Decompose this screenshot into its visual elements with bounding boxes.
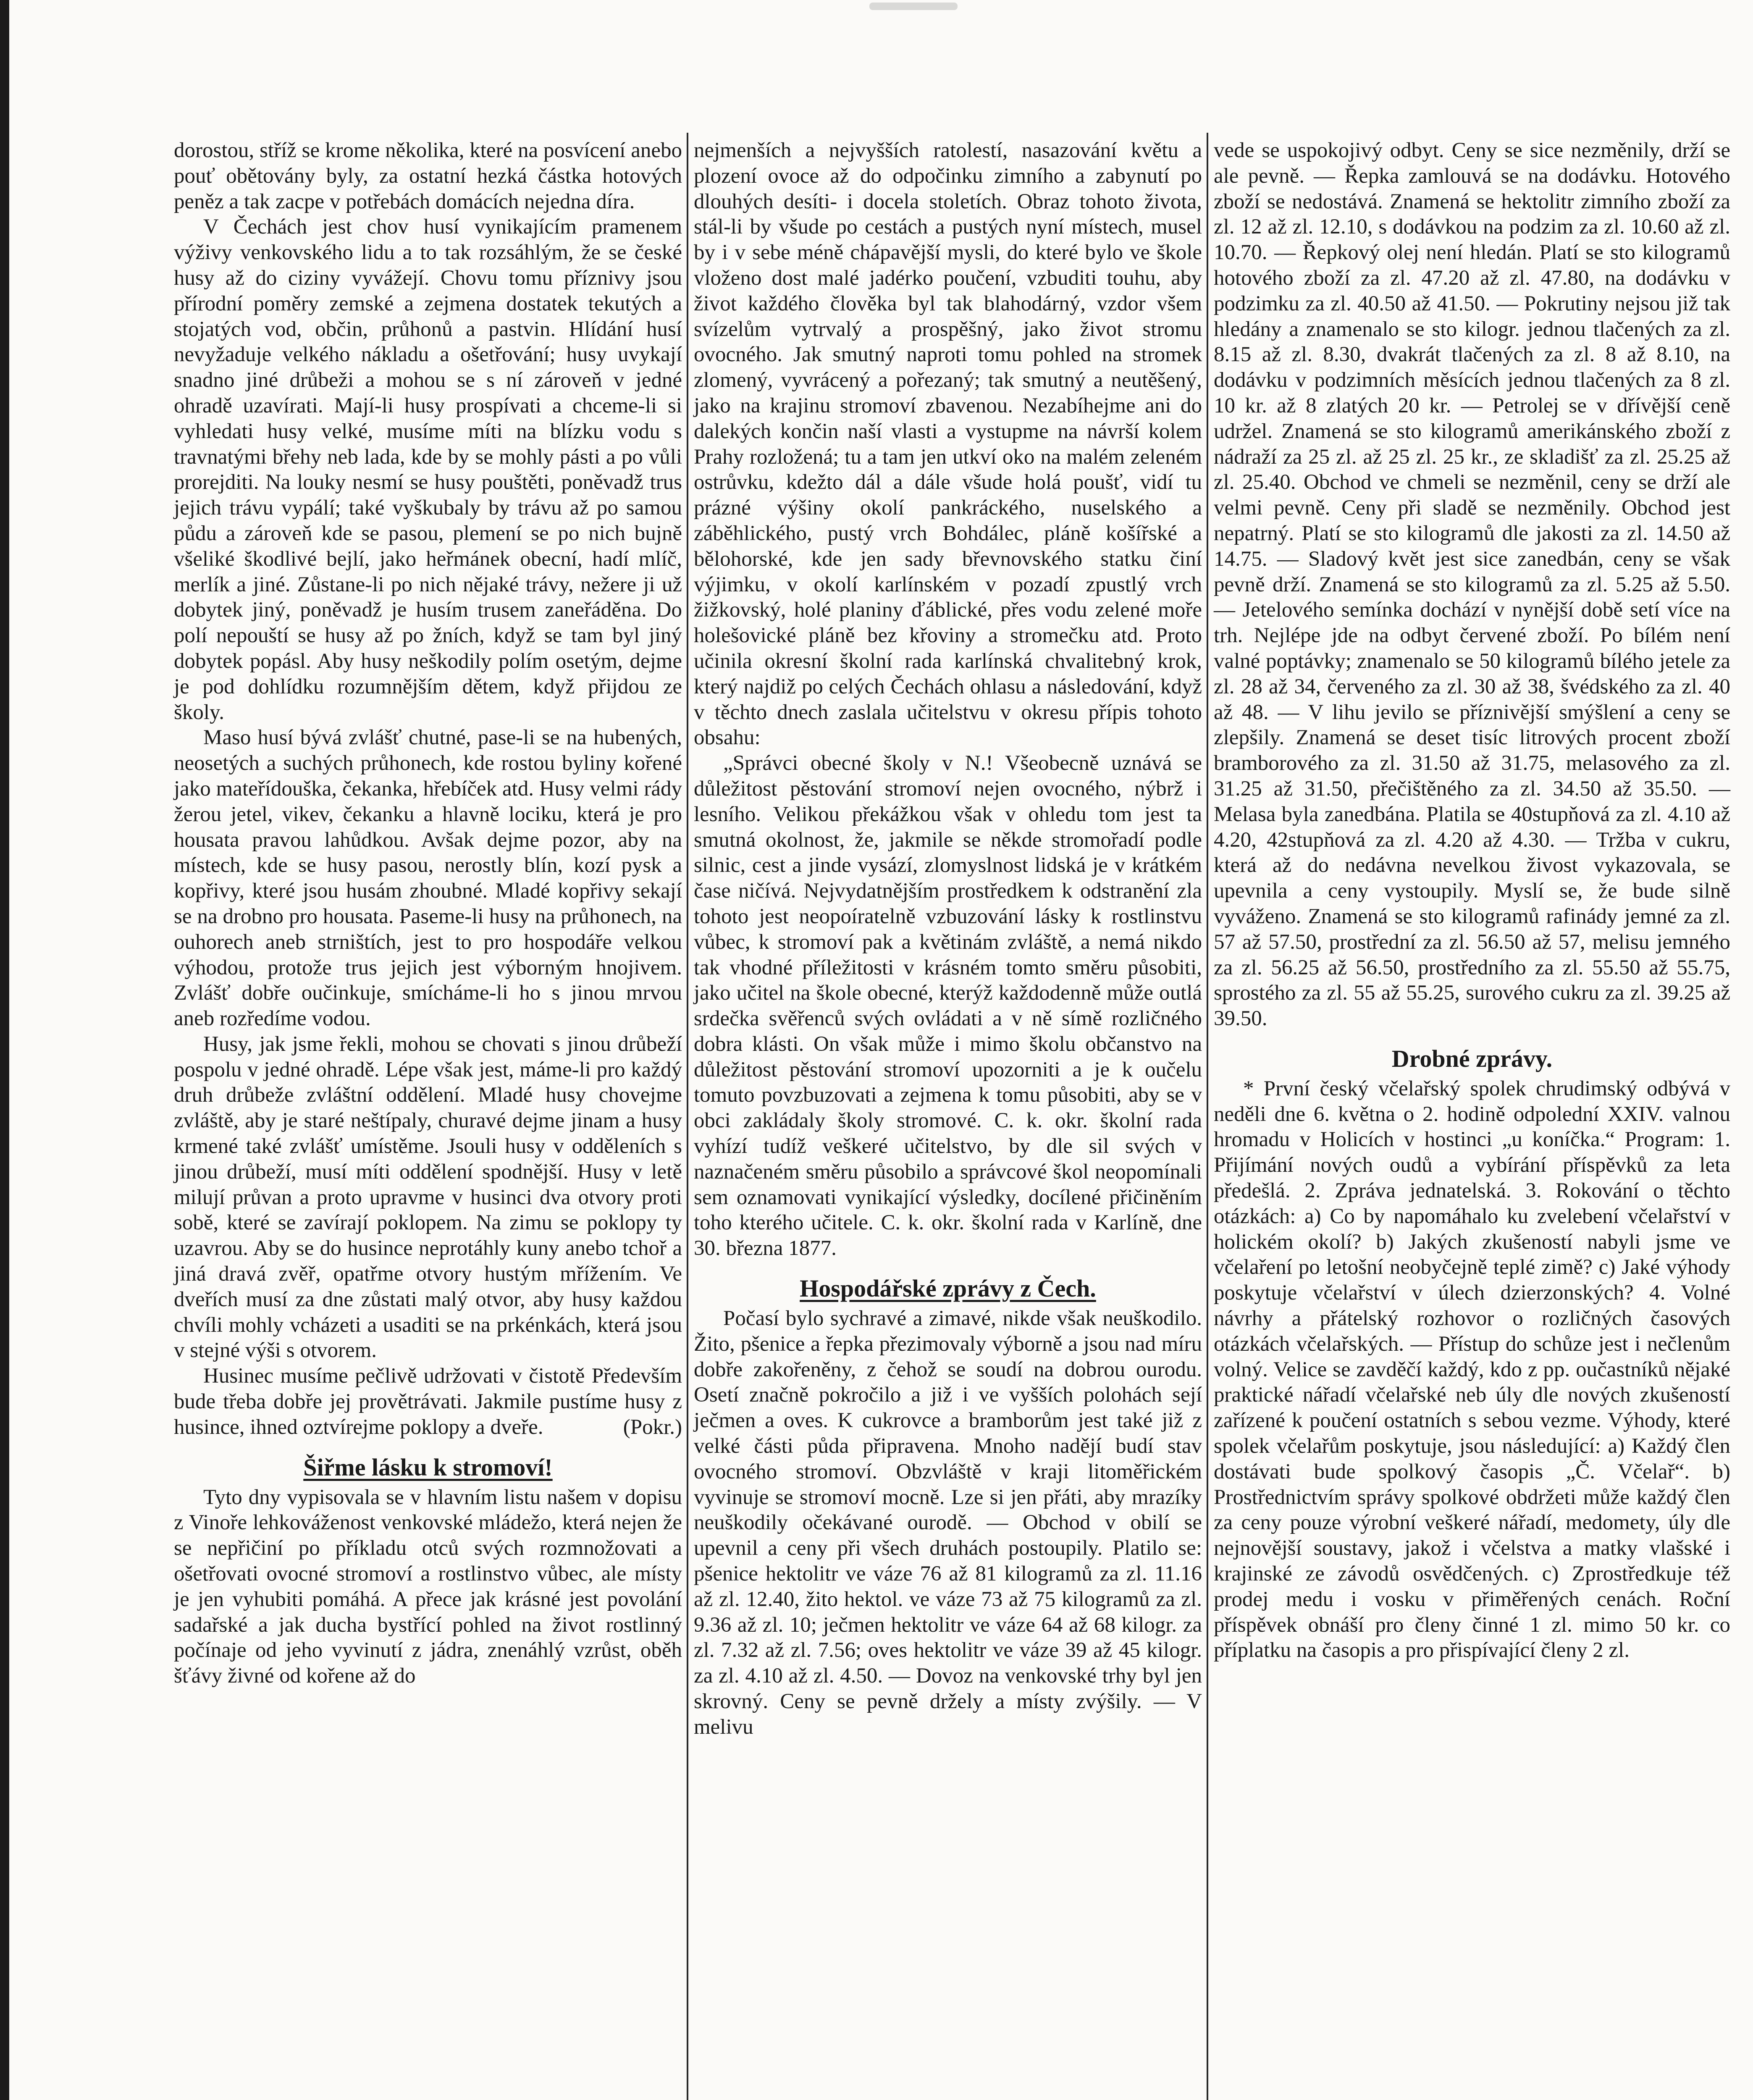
heading-economic-news: Hospodářské zprávy z Čech. — [800, 1275, 1096, 1302]
col1-paragraph-5-text: Husinec musíme pečlivě udržovati v čistotě Především bude třeba dobře jej provětrávati. Jakmile pustíme husy z husince, ihned oztvírejme poklopy a dveře. — [174, 1364, 682, 1439]
col3-paragraph-1: vede se uspokojivý odbyt. Ceny se sice nezměnily, drží se ale pevně. — Řepka zamlouvá se na dodávku. Hotového zboží se nedostává. Znamená se hektolitr zimního zboží za zl. 12 až zl. 12.10, s dodávkou na podzim za zl. 10.60 až zl. 10.70. — Řepkový olej není hledán. Platí se sto kilogramů hotového zboží za zl. 47.20 až zl. 47.80, na dodávku v podzimku za zl. 40.50 až 41.50. — Pokrutiny nejsou již tak hledány a znamenalo se sto kilogr. jednou tlačených za zl. 8.15 až zl. 8.30, dvakrát tlačených za zl. 8 až 8.10, na dodávku v podzimních měsících jednou tlačených za 8 zl. 10 kr. až 8 zlatých 20 kr. — Petrolej se v dřívější ceně udržel. Znamená se sto kilogramů amerikánského zboží z nádraží za 25 zl. až 25 zl. 25 kr., ze skladišť za zl. 25.25 až zl. 25.40. Obchod ve chmeli se nezměnil, ceny se drží ale velmi pevně. Ceny při sladě se nezměnily. Obchod jest nepatrný. Platí se sto kilogramů dle jakosti za zl. 14.50 až 14.75. — Sladový květ jest sice zanedbán, ceny se však pevně drží. Znamená se sto kilogramů za zl. 5.25 až 5.50. — Jetelového semínka dochází v nynější době setí více na trh. Nejlépe jde na odbyt červené zboží. Po bílém není valné poptávky; znamenalo se 50 kilogramů bílého jetele za zl. 28 až 34, červeného za zl. 30 až 38, švédského za zl. 40 až 48. — V lihu jevilo se příznivější smýšlení a ceny se zlepšily. Znamená se deset tisíc litrových procent zboží bramborového za zl. 31.50 až 31.75, melasového za zl. 31.25 až 31.50, přečištěného za zl. 34.50 až 35.50. — Melasa byla zanedbána. Platila se 40stupňová za zl. 4.10 až 4.20, 42stupňová za zl. 4.20 až 4.30. — Tržba v cukru, která až do nedávna nevelkou živost vykazovala, se upevnila a ceny vystoupily. Myslí se, že bude silně vyváženo. Znamená se sto kilogramů rafinády jemné za zl. 57 až 57.50, prostřední za zl. 56.50 až 57, melisu jemného za zl. 56.25 až 56.50, prostředního za zl. 55.50 až 55.75, sprostého za zl. 55 až 55.25, surového cukru za zl. 39.25 až 39.50. — [1214, 139, 1730, 1031]
continued-note: (Pokr.) — [623, 1415, 682, 1439]
col1-paragraph-1: dorostou, stříž se krome několika, které na posvícení anebo pouť obětovány byly, za ostatní hezká částka hotových peněz a tak zacpe v potřebách domácích nejedna díra. — [174, 139, 682, 213]
col2-paragraph-2: „Správci obecné školy v N.! Všeobecně uznává se důležitost pěstování stromoví nejen ovocného, nýbrž i lesního. Velikou překážkou však v ohledu tom jest ta smutná okolnost, že, jakmile se někde stromořadí podle silnic, cest a jinde vysází, zlomyslnost lidská je v krátkém čase ničívá. Nejvydatnějším prostředkem k odstranění zla tohoto jest neopoíratelně vzbuzování lásky k rostlinstvu vůbec, k stromoví pak a květinám zvláště, a nemá nikdo tak vhodné příležitosti v krásném tomto směru působiti, jako učitel na škole obecné, kterýž každodenně může outlá srdečka svěřenců svých ovládati a v ně símě rozličného dobra klásti. On však může i mimo školu občanstvo na důležitost pěstování stromoví upozorniti a je k oučelu tomuto povzbuzovati a zejmena k tomu působiti, aby se v obci zakládaly školy stromové. C. k. okr. školní rada vyhízí tudíž veškeré učitelstvo, by dle sil svých v naznačeném směru působilo a správcové škol neopomínali sem oznamovati vynikající výsledky, docílené přičiněním toho kterého učitele. C. k. okr. školní rada v Karlíně, dne 30. března 1877. — [694, 751, 1202, 1260]
column-rule-2 — [1207, 133, 1208, 2100]
col1-paragraph-4: Husy, jak jsme řekli, mohou se chovati s jinou drůbeží pospolu v jedné ohradě. Lépe však jest, máme-li pro každý druh drůbeže zvláštní oddělení. Mladé husy chovejme zvláště, aby je staré neštípaly, churavé dejme jinam a husy krmené také zvlášť umístěme. Jsouli husy v odděleních s jinou drůbeží, musí míti oddělení spodnější. Husy v letě milují průvan a proto upravme v husinci dva otvory proti sobě, které se zavírají poklopem. Na zimu se poklopy ty uzavrou. Aby se do husince neprotáhly kuny anebo tchoř a jiná dravá zvěř, opatřme otvory hustým mřížením. Ve dveřích musí za dne zůstati malý otvor, aby husy každou chvíli mohly vcházeti a usaditi se na prkénkách, která jsou v stejné výši s otvorem. — [174, 1032, 682, 1362]
heading-small-news: Drobné zprávy. — [1391, 1045, 1553, 1072]
scan-smudge — [869, 3, 958, 10]
column-1 — [174, 138, 682, 1689]
col1-paragraph-2: V Čechách jest chov husí vynikajícím pramenem výživy venkovského lidu a to tak rozsáhlým, že se české husy až do ciziny vyvážejí. Chovu tomu příznivy jsou přírodní poměry zemské a zejmena dostatek tekutých a stojatých vod, občin, průhonů a pastvin. Hlídání husí nevyžaduje velkého nákladu a ošetřování; husy uvykají snadno jiné drůbeži a mohou se s ní zároveň v jedné ohradě uzavírati. Mají-li husy prospívati a chceme-li si vyhledati husy velké, musíme míti na blízku vodu s travnatými břehy neb lada, kde by se mohly pásti a po vůli prorejditi. Na louky nesmí se husy pouštěti, poněvadž trus jejich trávu vypálí; také vyškubaly by trávu až po samou půdu a zároveň kde se pasou, plemení se po nich bujně všeliké škodlivé bejlí, jako heřmánek obecní, hadí mlíč, merlík a jiné. Zůstane-li po nich nějaké trávy, nežere ji už dobytek jiný, poněvadž je husím trusem zaneřáděna. Do polí nepouští se husy až po žních, když se tam byl jiný dobytek popásl. Aby husy neškodily polím osetým, dejme je pod dohlídku rozumnějším dětem, když přijdou ze školy. — [174, 215, 682, 724]
column-rule-1 — [687, 133, 688, 2100]
col1-paragraph-5 — [174, 1363, 682, 1440]
column-2 — [694, 138, 1202, 1740]
col2-paragraph-3: Počasí bylo sychravé a zimavé, nikde však neuškodilo. Žito, pšenice a řepka přezimovaly výborně a jsou nad míru dobře zakořeněny, z čehož se soudí na dobrou ourodu. Osetí značně pokročilo a již i ve vyšších polohách sejí ječmen a oves. K cukrovce a bramborům jest také již z velké části půda připravena. Mnoho nadějí budí stav ovocného stromoví. Obzvláště v kraji litoměřickém vyvinuje se stromoví mocně. Lze si jen přáti, aby mrazíky neuškodily očekávané ourodě. — Obchod v obilí se upevnil a ceny při všech druhách postoupily. Platilo se: pšenice hektolitr ve váze 76 až 81 kilogramů za zl. 11.16 až zl. 12.40, žito hektol. ve váze 73 až 75 kilogramů za zl. 9.36 až zl. 10; ječmen hektolitr ve váze 64 až 68 kilogr. za zl. 7.32 až zl. 7.56; oves hektolitr ve váze 39 až 45 kilogr. za zl. 4.10 až zl. 4.50. — Dovoz na venkovské trhy byl jen skrovný. Ceny se pevně držely a místy zvýšily. — V melivu — [694, 1307, 1202, 1739]
col2-paragraph-1: nejmenších a nejvyšších ratolestí, nasazování květu a plození ovoce až do odpočinku zimního a zabynutí po dlouhých desíti- i docela stoletích. Obraz tohoto života, stál-li by všude po cestách a pustých nyní místech, musel by i v sebe méně chápavější mysli, do které bylo ve škole vloženo dost malé jadérko poučení, vzbuditi touhu, aby život každého člověka byl tak blahodárný, vzdor všem svízelům vytrvalý a prospěšný, jako život stromu ovocného. Jak smutný naproti tomu pohled na stromek zlomený, vyvrácený a pořezaný; tak smutný a neutěšený, jako na krajinu stromoví zbavenou. Nezabíhejme ani do dalekých končin naší vlasti a vystupme na návrší kolem Prahy rozložená; tu a tam jen utkví oko na malém zeleném ostrůvku, kdežto dál a dále všude holá poušť, vidí tu prázné výšiny okolí pankráckého, nuselského a záběhlického, pustý vrch Bohdálec, pláně košířské a bělohorské, kde jen sady břevnovského statku činí výjimku, v okolí karlínském v pozadí zpustlý vrch žižkovský, holé planiny ďáblické, přes vodu zelené moře holešovické pláně bez křoviny a stromečku atd. Proto učinila okresní školní rada karlínská chvalitebný krok, který najdiž po celých Čechách ohlasu a následování, když v těchto dnech zaslala učitelstvu v okresu přípis tohoto obsahu: — [694, 139, 1202, 750]
col1-paragraph-6: Tyto dny vypisovala se v hlavním listu našem v dopisu z Vinoře lehkováženost venkovské mládežo, která nejen že se nepřičiní po příkladu otců svých rozmnožovati a ošetřovati ovocné stromoví a rostlinstvo vůbec, ale místy je jen vyhubiti pomáhá. A přece jak krásné jest povolání sadařské a jak ducha bystřící pohled na život rostlinný počínaje od jeho vyvinutí z jádra, znenáhlý vzrůst, oběh šťávy živné od kořene až do — [174, 1485, 682, 1688]
heading-trees: Šiřme lásku k stromoví! — [303, 1453, 553, 1481]
col3-paragraph-2: * První český včelařský spolek chrudimský odbývá v neděli dne 6. května o 2. hodině odpolední XXIV. valnou hromadu v Holicích v hostinci „u koníčka.“ Program: 1. Přijímání nových oudů a vybírání příspěvků za leta předešlá. 2. Zpráva jednatelská. 3. Rokování o těchto otázkách: a) Co by napomáhalo ku zvelebení včelařství v holickém okolí? b) Jakých zkušeností nabyli jsme ve včelaření po letošní neobyčejně teplé zimě? c) Jaké výhody poskytuje včelařství v úlech dzierzonských? 4. Volné návrhy a přátelský rozhovor o rozličných časových otázkách včelařských. — Přístup do schůze jest i nečlenům volný. Velice se zavděčí každý, kdo z pp. oučastníků nějaké praktické nářadí včelařské neb úly dle nových zkušeností zařízené k poučení ostatních s sebou vezme. Výhody, které spolek včelařům poskytuje, jsou následující: a) Každý člen dostávati bude spolkový časopis „Č. Včelař“. b) Prostřednictvím správy spolkové obdržeti může každý člen za ceny pouze výrobní veškeré nářadí, medomety, úly dle nejnovější soustavy, jakož i včelstva a matky vlašské i krajinské ze závodů osvědčených. c) Zprostředkuje též prodej medu i vosku v přiměřených cenách. Roční příspěvek obnáší pro členy činné 1 zl. mimo 50 kr. co příplatku na časopis a pro přispívající členy 2 zl. — [1214, 1076, 1730, 1662]
col1-paragraph-3: Maso husí bývá zvlášť chutné, pase-li se na hubených, neosetých a suchých průhonech, kde rostou byliny kořené jako mateřídouška, čekanka, hřebíček atd. Husy velmi rády žerou jetel, vikev, čekanku a hlavně lociku, která je pro housata pravou lahůdkou. Avšak dejme pozor, aby na místech, kde se husy pasou, nerostly blín, kozí pysk a kopřivy, které jsou husám zhoubné. Mladé kopřivy sekají se na drobno pro housata. Paseme-li husy na průhonech, na ouhorech aneb strništích, jest to pro hospodáře velkou výhodou, protože trus jejich jest výborným hnojivem. Zvlášť dobře oučinkuje, smícháme-li ho s jinou mrvou aneb rozředíme vodou. — [174, 726, 682, 1031]
column-3 — [1214, 138, 1730, 1663]
scan-edge — [0, 0, 9, 2100]
